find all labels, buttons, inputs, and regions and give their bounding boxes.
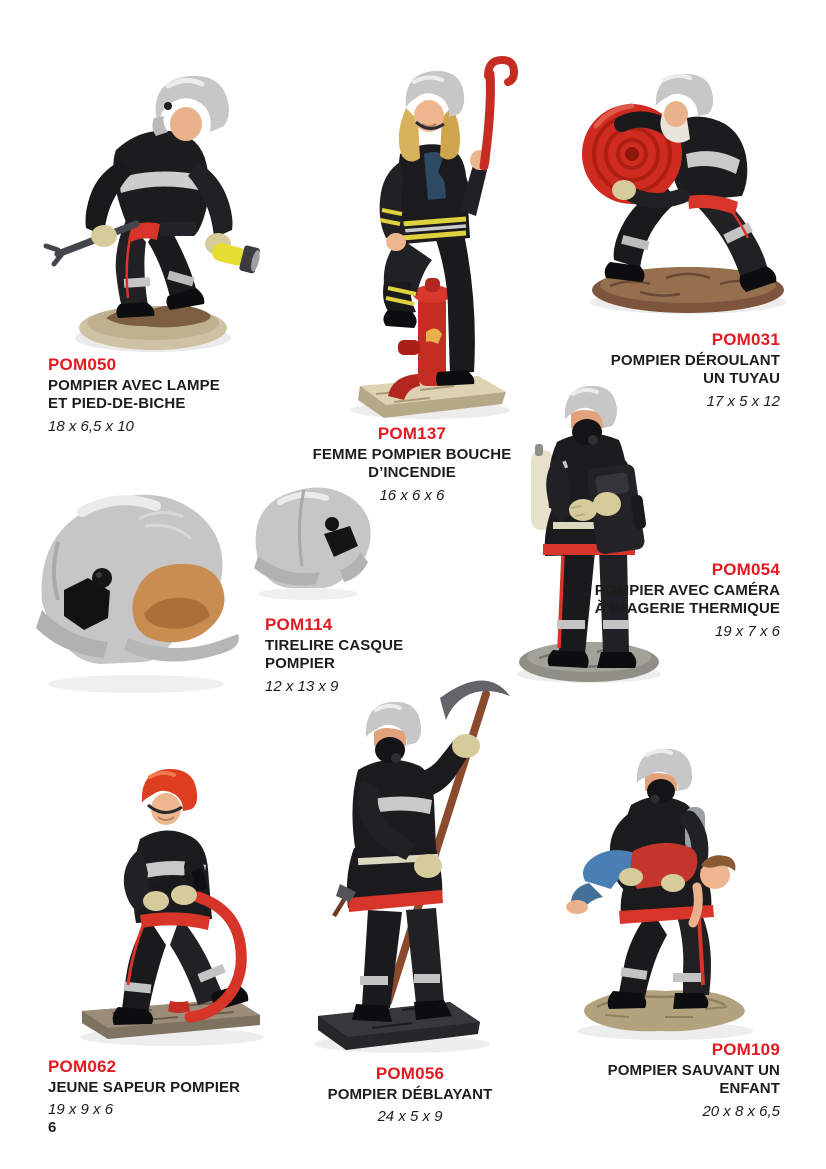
product-dimensions: 19 x 7 x 6 <box>714 623 780 641</box>
pom114-large-helmet-image <box>28 482 248 697</box>
product-code: POM054 <box>711 560 780 579</box>
product-name: POMPIER AVEC LAMPE ET PIED-DE-BICHE <box>48 376 220 413</box>
product-name: POMPIER AVEC CAMÉRA À IMAGERIE THERMIQUE <box>594 581 780 618</box>
product-code: POM031 <box>711 330 780 349</box>
product-name: JEUNE SAPEUR POMPIER <box>48 1078 241 1096</box>
product-dimensions: 16 x 6 x 6 <box>379 487 445 505</box>
product-dimensions: 19 x 9 x 6 <box>48 1101 114 1119</box>
product-name: POMPIER DÉBLAYANT <box>327 1085 493 1103</box>
pom114-label <box>265 615 415 697</box>
product-code: POM109 <box>711 1040 780 1059</box>
product-dimensions: 20 x 8 x 6,5 <box>702 1103 780 1121</box>
pom137-label <box>287 424 537 506</box>
pom109-figurine-image <box>545 725 780 1045</box>
product-dimensions: 24 x 5 x 9 <box>377 1108 443 1126</box>
pom031-label <box>595 330 780 412</box>
product-dimensions: 18 x 6,5 x 10 <box>48 418 134 436</box>
product-name: POMPIER SAUVANT UN ENFANT <box>607 1061 780 1098</box>
pom050-figurine-image <box>40 28 275 358</box>
product-code: POM050 <box>48 355 117 374</box>
pom137-figurine-image <box>330 42 525 422</box>
pom109-label <box>600 1040 780 1122</box>
pom056-figurine-image <box>292 658 512 1058</box>
product-name: TIRELIRE CASQUE POMPIER <box>265 636 404 673</box>
product-name: FEMME POMPIER BOUCHE D’INCENDIE <box>312 445 512 482</box>
page-number: 6 <box>48 1119 57 1136</box>
product-code: POM114 <box>265 615 333 634</box>
pom050-label <box>48 355 233 437</box>
pom056-label <box>300 1064 520 1127</box>
product-code: POM137 <box>377 424 447 443</box>
pom031-figurine-image <box>570 38 805 323</box>
product-name: POMPIER DÉROULANT UN TUYAU <box>610 351 780 388</box>
pom062-label <box>48 1057 268 1120</box>
product-code: POM056 <box>375 1064 445 1083</box>
product-dimensions: 17 x 5 x 12 <box>706 393 780 411</box>
pom062-figurine-image <box>60 745 280 1050</box>
product-code: POM062 <box>48 1057 117 1076</box>
pom054-label <box>585 560 780 642</box>
product-dimensions: 12 x 13 x 9 <box>265 678 339 696</box>
